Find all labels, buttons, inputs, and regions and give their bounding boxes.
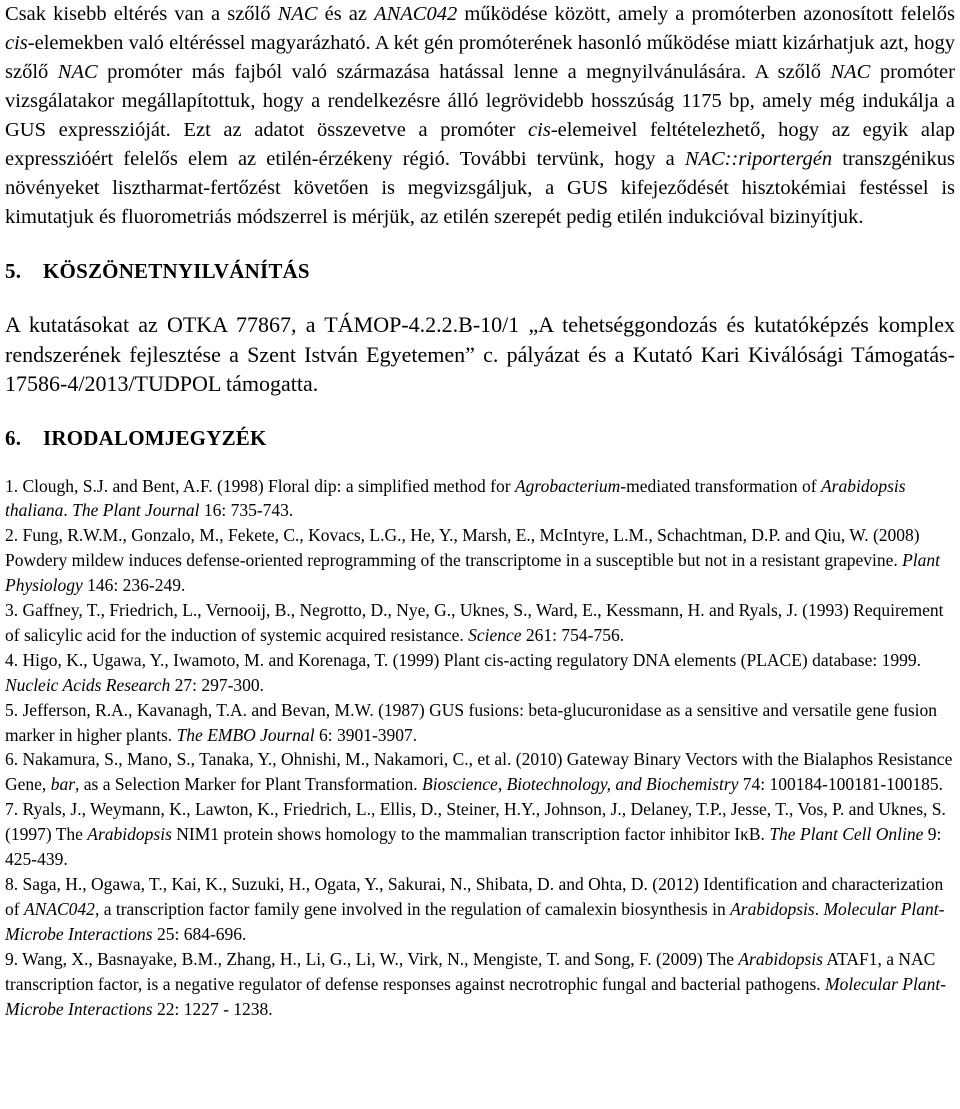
italic-text-run: Arabidopsis xyxy=(738,948,823,969)
text-run: 7. Ryals, J., Weymann, K., Lawton, K., Friedrich, L., Ellis, D., Steiner, H.Y., Johnson, J., Delaney, T.P., Jesse, T., Vos, P. and Uknes, S. (1997) The xyxy=(5,799,946,845)
text-run: promóter vizsgálatakor megállapítottuk, hogy a rendelkezésre álló legrövidebb hosszúság 1175 bp, amely még indukálja a GUS expresszióját. Ezt az adatot összevetve a promóter xyxy=(5,61,955,141)
text-run: 6: 3901-3907. xyxy=(314,724,418,745)
italic-text-run: Nucleic Acids Research xyxy=(5,674,171,695)
italic-text-run: The EMBO Journal xyxy=(176,724,315,745)
text-run: 6. Nakamura, S., Mano, S., Tanaka, Y., Ohnishi, M., Nakamori, C., et al. (2010) Gateway Binary Vectors with the Bialaphos Resistance Gene, xyxy=(5,749,953,795)
italic-text-run: NAC::riportergén xyxy=(684,148,833,170)
section-heading-references xyxy=(5,424,955,453)
reference-item xyxy=(5,698,955,748)
italic-text-run: NAC xyxy=(277,3,318,25)
text-run: -mediated transformation of xyxy=(620,475,821,496)
reference-list xyxy=(5,474,955,1022)
text-run: 261: 754-756. xyxy=(521,624,625,645)
italic-text-run: ANAC042 xyxy=(374,3,458,25)
italic-text-run: Science xyxy=(468,624,522,645)
text-run: transzgénikus növényeket lisztharmat-fertőzést követően is megvizsgáljuk, a GUS kifejeződését hisztokémiai festéssel is kimutatjuk és fluorometriás módszerrel is mérjük, az etilén szerepét pedig etilén indukcióval bizinyítjuk. xyxy=(5,148,955,228)
text-run: promóter más fajból való származása hatással lenne a megnyilvánulására. A szőlő xyxy=(97,61,831,83)
italic-text-run: NAC xyxy=(830,61,871,83)
text-run: , a transcription factor family gene involved in the regulation of camalexin biosynthesis in xyxy=(94,898,731,919)
italic-text-run: The Plant Journal xyxy=(72,500,200,521)
italic-text-run: NAC xyxy=(57,61,98,83)
italic-text-run: cis xyxy=(5,32,28,54)
text-run: . xyxy=(63,500,73,521)
text-run: 74: 100184-100181-100185. xyxy=(738,774,944,795)
reference-item xyxy=(5,523,955,598)
text-run: 2. Fung, R.W.M., Gonzalo, M., Fekete, C., Kovacs, L.G., He, Y., Marsh, E., McIntyre, L.M., Schachtman, D.P. and Qiu, W. (2008) Powdery mildew induces defense-oriented reprogramming of the transcriptome in a susceptible but not in a resistant grapevine. xyxy=(5,525,920,571)
text-run: 4. Higo, K., Ugawa, Y., Iwamoto, M. and Korenaga, T. (1999) Plant cis-acting regulatory DNA elements (PLACE) database: 1999. xyxy=(5,649,921,670)
text-run: -elemeivel feltételezhető, hogy az egyik alap expresszióért felelős elem az etilén-érzékeny régió. További tervünk, hogy a xyxy=(5,119,955,170)
italic-text-run: Arabidopsis thaliana xyxy=(5,475,906,521)
text-run: , as a Selection Marker for Plant Transformation. xyxy=(75,774,423,795)
text-run: Csak kisebb eltérés van a szőlő xyxy=(5,3,278,25)
section-number: 6. xyxy=(5,425,22,450)
italic-text-run: Plant Physiology xyxy=(5,550,941,596)
reference-item xyxy=(5,747,955,797)
reference-item xyxy=(5,598,955,648)
text-run: . xyxy=(814,898,824,919)
reference-item xyxy=(5,872,955,947)
body-paragraph xyxy=(5,0,955,232)
reference-item xyxy=(5,947,955,1022)
section-number: 5. xyxy=(5,259,22,283)
text-run: 1. Clough, S.J. and Bent, A.F. (1998) Floral dip: a simplified method for xyxy=(5,475,515,496)
text-run: és az xyxy=(317,3,375,25)
italic-text-run: cis xyxy=(528,119,551,141)
italic-text-run: Bioscience, Biotechnology, and Biochemistry xyxy=(422,774,739,795)
text-run: 146: 236-249. xyxy=(82,575,186,596)
text-run: 9: 425-439. xyxy=(5,824,942,870)
text-run: 22: 1227 - 1238. xyxy=(152,998,273,1019)
reference-item xyxy=(5,648,955,698)
text-run: 9. Wang, X., Basnayake, B.M., Zhang, H., Li, G., Li, W., Virk, N., Mengiste, T. and Song, F. (2009) The xyxy=(5,948,739,969)
reference-item xyxy=(5,797,955,872)
section-title: IRODALOMJEGYZÉK xyxy=(43,425,267,450)
italic-text-run: The Plant Cell Online xyxy=(769,824,924,845)
reference-item xyxy=(5,474,955,524)
text-run: NIM1 protein shows homology to the mammalian transcription factor inhibitor IκB. xyxy=(171,824,770,845)
italic-text-run: bar xyxy=(50,774,75,795)
italic-text-run: ANAC042 xyxy=(23,898,95,919)
italic-text-run: Agrobacterium xyxy=(514,475,621,496)
text-run: ATAF1, a NAC transcription factor, is a negative regulator of defense responses against necrotrophic fungal and bacterial pathogens. xyxy=(5,948,936,994)
text-run: 16: 735-743. xyxy=(199,500,294,521)
text-run: 8. Saga, H., Ogawa, T., Kai, K., Suzuki, H., Ogata, Y., Sakurai, N., Shibata, D. and Ohta, D. (2012) Identification and characterization of xyxy=(5,874,944,919)
italic-text-run: Arabidopsis xyxy=(730,898,815,919)
text-run: 25: 684-696. xyxy=(152,923,247,944)
italic-text-run: Molecular Plant-Microbe Interactions xyxy=(5,898,945,944)
italic-text-run: Arabidopsis xyxy=(87,824,172,845)
text-run: -elemekben való eltéréssel magyarázható. A két gén promóterének hasonló működése miatt kizárhatjuk azt, hogy szőlő xyxy=(5,32,955,83)
text-run: 3. Gaffney, T., Friedrich, L., Vernooij, B., Negrotto, D., Nye, G., Uknes, S., Ward, E., Kessmann, H. and Ryals, J. (1993) Requirement of salicylic acid for the induction of systemic acquired resistance. xyxy=(5,600,944,645)
italic-text-run: Molecular Plant-Microbe Interactions xyxy=(5,973,947,1019)
section-heading-acknowledgements xyxy=(5,257,955,286)
text-run: működése között, amely a promóterben azonosított felelős xyxy=(457,3,955,25)
section-title: KÖSZÖNETNYILVÁNÍTÁS xyxy=(43,259,310,283)
text-run: 27: 297-300. xyxy=(170,674,265,695)
acknowledgement-paragraph: A kutatásokat az OTKA 77867, a TÁMOP-4.2.2.B-10/1 „A tehetséggondozás és kutatóképzés komplex rendszerének fejlesztése a Szent István Egyetemen” c. pályázat és a Kutató Kari Kiválósági Támogatás-17586-4/2013/TUDPOL támogatta. xyxy=(5,312,955,396)
text-run: 5. Jefferson, R.A., Kavanagh, T.A. and Bevan, M.W. (1987) GUS fusions: beta-glucuronidase as a sensitive and versatile gene fusion marker in higher plants. xyxy=(5,699,937,745)
